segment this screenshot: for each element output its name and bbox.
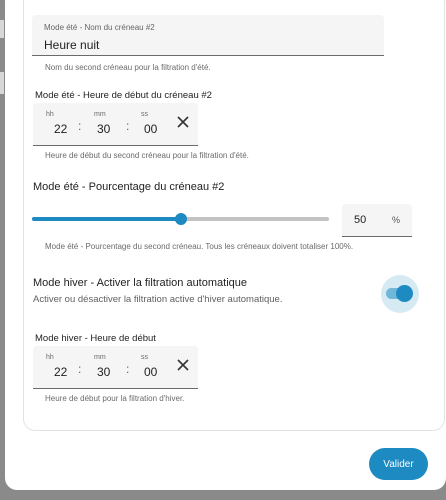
percentage-value[interactable]: 50 — [354, 214, 367, 226]
helper-text: Heure de début pour la filtration d'hiver. — [45, 394, 185, 403]
submit-button[interactable]: Valider — [369, 448, 428, 480]
hours-input[interactable]: 22 — [54, 365, 68, 379]
section-heading: Mode hiver - Heure de début — [35, 333, 156, 344]
percentage-input[interactable] — [342, 204, 412, 237]
minutes-input[interactable]: 30 — [97, 365, 111, 379]
minutes-caption: mm — [94, 354, 106, 361]
summer-slot2-start-time — [33, 103, 198, 146]
minutes-input[interactable]: 30 — [97, 122, 111, 136]
percentage-slider[interactable] — [32, 217, 329, 221]
helper-text: Mode été - Pourcentage du second créneau. Tous les créneaux doivent totaliser 100%. — [45, 242, 354, 251]
time-separator: : — [126, 119, 130, 133]
percentage-unit: % — [392, 215, 401, 225]
field-value[interactable]: Heure nuit — [44, 38, 100, 52]
slider-thumb[interactable] — [175, 213, 187, 225]
time-separator: : — [78, 362, 82, 376]
toggle-knob[interactable] — [396, 285, 413, 302]
section-heading: Mode été - Pourcentage du créneau #2 — [33, 181, 225, 193]
helper-text: Nom du second créneau pour la filtration d'été. — [45, 63, 211, 72]
summer-slot2-name-field[interactable] — [32, 15, 384, 56]
field-label: Mode été - Nom du créneau #2 — [44, 23, 155, 32]
background-fragment — [0, 72, 4, 94]
slider-fill — [32, 217, 181, 221]
hours-input[interactable]: 22 — [54, 122, 68, 136]
hours-caption: hh — [46, 354, 54, 361]
close-icon[interactable] — [175, 114, 191, 130]
section-heading: Mode été - Heure de début du créneau #2 — [35, 90, 212, 101]
hours-caption: hh — [46, 111, 54, 118]
seconds-caption: ss — [141, 111, 148, 118]
close-icon[interactable] — [175, 357, 191, 373]
background-fragment — [0, 20, 4, 38]
time-separator: : — [126, 362, 130, 376]
seconds-input[interactable]: 00 — [144, 122, 158, 136]
setting-description: Activer ou désactiver la filtration active d'hiver automatique. — [33, 294, 283, 305]
helper-text: Heure de début du second créneau pour la filtration d'été. — [45, 151, 249, 160]
winter-start-time — [33, 346, 198, 389]
time-separator: : — [78, 119, 82, 133]
minutes-caption: mm — [94, 111, 106, 118]
seconds-input[interactable]: 00 — [144, 365, 158, 379]
section-heading: Mode hiver - Activer la filtration automatique — [33, 277, 247, 289]
seconds-caption: ss — [141, 354, 148, 361]
